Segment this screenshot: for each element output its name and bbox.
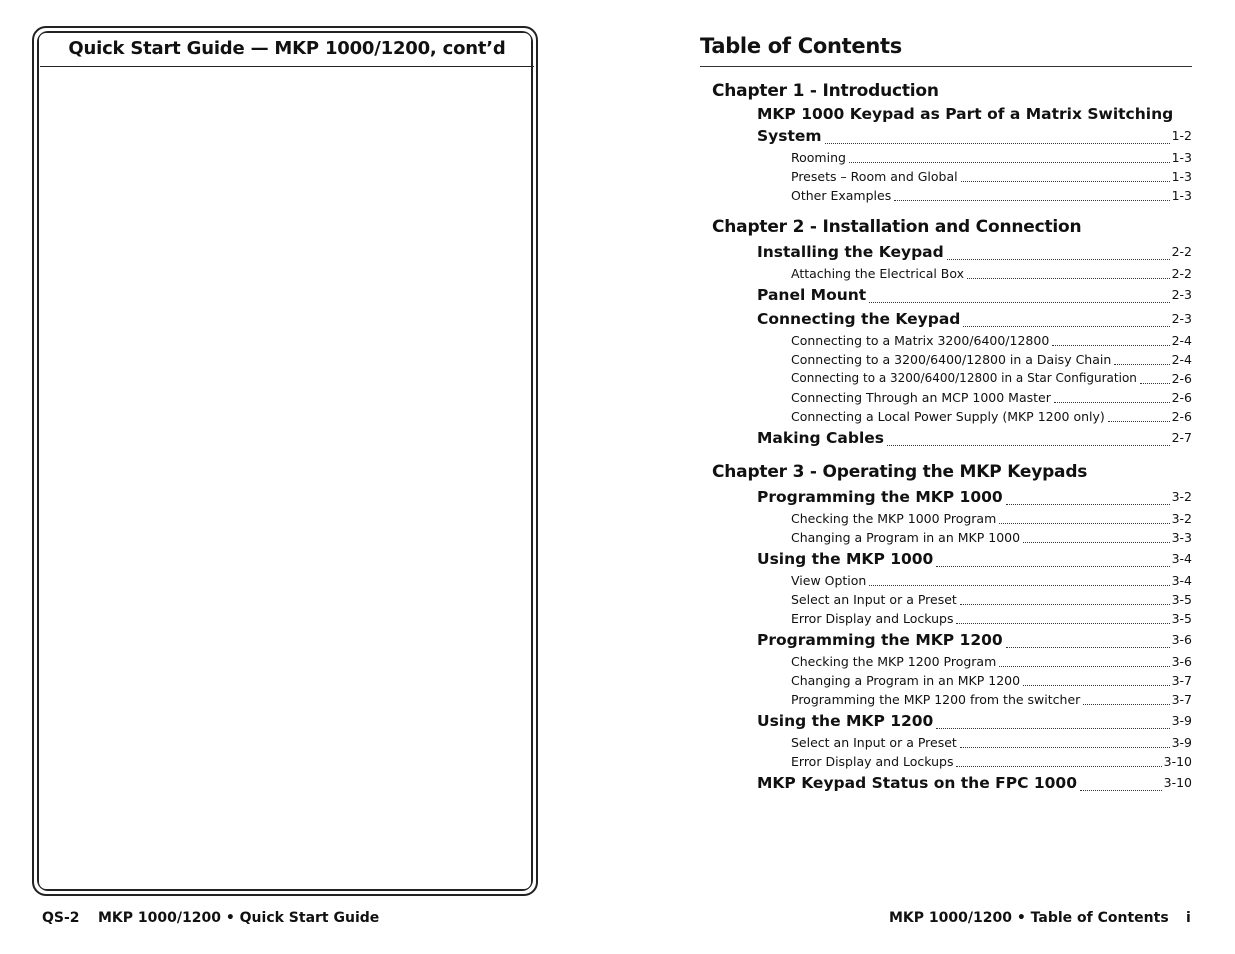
toc-entry-page: 3-7 [1171,673,1192,688]
toc-subentry[interactable] [791,590,1192,609]
toc-entry-title: Connecting to a 3200/6400/12800 in a Star Configuration [791,371,1137,385]
dot-leader [961,180,1170,182]
toc-entry-page: 2-4 [1171,333,1192,348]
dot-leader [869,584,1169,586]
toc-entry-title: Programming the MKP 1200 [757,631,1003,649]
dot-leader [936,727,1169,729]
toc-subentry[interactable] [791,671,1192,690]
toc-entry-title: Attaching the Electrical Box [791,266,965,281]
toc-entry-title: Connecting to a Matrix 3200/6400/12800 [791,333,1050,348]
toc-entry-page: 1-3 [1171,188,1192,203]
toc-subentry[interactable] [791,167,1192,186]
left-footer-page-number: QS-2 [42,910,80,926]
toc-subentry[interactable] [791,331,1192,350]
left-footer [42,910,379,926]
quick-start-box-title: Quick Start Guide — MKP 1000/1200, cont’d [40,36,534,67]
toc-section-entry[interactable] [757,283,1192,307]
toc-entry-page: 2-4 [1171,352,1192,367]
toc-section-entry[interactable] [757,709,1192,733]
toc-entry-page: 3-5 [1171,592,1192,607]
toc-entry-page: 2-7 [1171,430,1192,445]
toc-entry-page: 3-9 [1171,713,1192,728]
toc-entry-page: 3-10 [1163,754,1192,769]
toc-entry-page: 3-3 [1171,530,1192,545]
toc-section-entry[interactable] [757,307,1192,331]
toc-entry-page: 3-6 [1171,632,1192,647]
toc-section-entry[interactable] [757,240,1192,264]
dot-leader [947,258,1170,260]
toc-section-title-line[interactable]: MKP 1000 Keypad as Part of a Matrix Switching [757,105,1174,123]
dot-leader [1006,503,1170,505]
frame-border-inner [38,32,532,890]
toc-entry-title: Programming the MKP 1000 [757,488,1003,506]
dot-leader [1054,401,1170,403]
toc-subentry[interactable] [791,690,1192,709]
toc-entry-title: Error Display and Lockups [791,611,954,626]
toc-entry-page: 2-6 [1171,409,1192,424]
toc-entry-title: Connecting Through an MCP 1000 Master [791,390,1051,405]
toc-entry-page: 1-3 [1171,169,1192,184]
toc-entry-title: Connecting the Keypad [757,310,961,328]
toc-entry-page: 3-10 [1163,775,1192,790]
toc-page-title: Table of Contents [700,34,1192,67]
toc-subentry[interactable] [791,186,1192,205]
right-footer-page-number: i [1186,910,1191,926]
dot-leader [869,301,1169,303]
toc-subentry[interactable] [791,369,1192,388]
toc-subentry[interactable] [791,733,1192,752]
dot-leader [887,444,1170,446]
toc-subentry[interactable] [791,571,1192,590]
toc-subentry[interactable] [791,148,1192,167]
toc-subentry[interactable] [791,407,1192,426]
toc-entry-page: 3-2 [1171,489,1192,504]
toc-subentry[interactable] [791,752,1192,771]
toc-entry-page: 3-7 [1171,692,1192,707]
quick-start-frame [32,26,538,896]
toc-entry-title: Using the MKP 1200 [757,712,934,730]
toc-section-entry[interactable] [757,628,1192,652]
dot-leader [849,161,1170,163]
toc-entry-title: View Option [791,573,867,588]
toc-subentry[interactable] [791,509,1192,528]
dot-leader [963,325,1169,327]
toc-entry-page: 3-9 [1171,735,1192,750]
dot-leader [1108,420,1170,422]
toc-entry-title: Programming the MKP 1200 from the switcher [791,692,1081,707]
dot-leader [1080,789,1162,791]
toc-entry-title: Other Examples [791,188,892,203]
chapter-3-heading[interactable]: Chapter 3 - Operating the MKP Keypads [712,462,1088,482]
toc-entry-title: Changing a Program in an MKP 1000 [791,530,1021,545]
toc-subentry[interactable] [791,388,1192,407]
toc-subentry[interactable] [791,652,1192,671]
toc-entry-page: 3-4 [1171,573,1192,588]
dot-leader [999,665,1169,667]
toc-entry-title: Panel Mount [757,286,867,304]
right-footer-text: MKP 1000/1200 • Table of Contents [889,910,1169,926]
dot-leader [825,142,1170,144]
toc-entry-page: 3-6 [1171,654,1192,669]
toc-entry-page: 3-2 [1171,511,1192,526]
toc-entry-title: Checking the MKP 1000 Program [791,511,997,526]
toc-entry-title: Making Cables [757,429,885,447]
dot-leader [960,746,1170,748]
left-footer-text: MKP 1000/1200 • Quick Start Guide [98,910,380,926]
toc-entry-page: 2-2 [1171,266,1192,281]
toc-entry-title: MKP Keypad Status on the FPC 1000 [757,774,1077,792]
dot-leader [1052,344,1169,346]
dot-leader [1083,703,1169,705]
dot-leader [1023,684,1170,686]
dot-leader [1114,363,1169,365]
toc-entry-page: 2-6 [1171,371,1192,386]
toc-entry-title: Select an Input or a Preset [791,592,957,607]
toc-subentry[interactable] [791,528,1192,547]
toc-entry-page: 1-2 [1171,128,1192,143]
toc-entry-page: 1-3 [1171,150,1192,165]
toc-entry-title: Presets – Room and Global [791,169,958,184]
toc-subentry[interactable] [791,609,1192,628]
toc-entry-title: Changing a Program in an MKP 1200 [791,673,1021,688]
toc-entry-page: 3-4 [1171,551,1192,566]
table-of-contents [712,78,1192,795]
toc-section-entry[interactable] [757,426,1192,450]
toc-entry-title: Checking the MKP 1200 Program [791,654,997,669]
toc-entry-title: System [757,127,822,145]
dot-leader [956,622,1169,624]
toc-entry-page: 3-5 [1171,611,1192,626]
toc-section-entry[interactable] [757,547,1192,571]
dot-leader [956,765,1161,767]
toc-entry-title: Connecting a Local Power Supply (MKP 1200 only) [791,409,1105,424]
toc-entry-title: Rooming [791,150,846,165]
dot-leader [1006,646,1170,648]
toc-subentry[interactable] [791,350,1192,369]
toc-entry-page: 2-3 [1171,287,1192,302]
toc-entry-title: Select an Input or a Preset [791,735,957,750]
toc-entry-title: Using the MKP 1000 [757,550,934,568]
toc-entry-page: 2-2 [1171,244,1192,259]
toc-entry-page: 2-3 [1171,311,1192,326]
toc-entry-title: Installing the Keypad [757,243,944,261]
toc-subentry[interactable] [791,264,1192,283]
dot-leader [936,565,1169,567]
chapter-1-heading[interactable]: Chapter 1 - Introduction [712,81,939,101]
toc-entry-title: Connecting to a 3200/6400/12800 in a Daisy Chain [791,352,1112,367]
dot-leader [999,522,1169,524]
dot-leader [960,603,1170,605]
chapter-2-heading[interactable]: Chapter 2 - Installation and Connection [712,217,1082,237]
toc-entry-page: 2-6 [1171,390,1192,405]
dot-leader [1023,541,1170,543]
dot-leader [967,277,1170,279]
toc-entry-title: Error Display and Lockups [791,754,954,769]
toc-section-entry[interactable] [757,771,1192,795]
dot-leader [1140,382,1170,384]
toc-section-entry[interactable] [757,485,1192,509]
toc-section-entry[interactable] [757,124,1192,148]
dot-leader [894,199,1169,201]
